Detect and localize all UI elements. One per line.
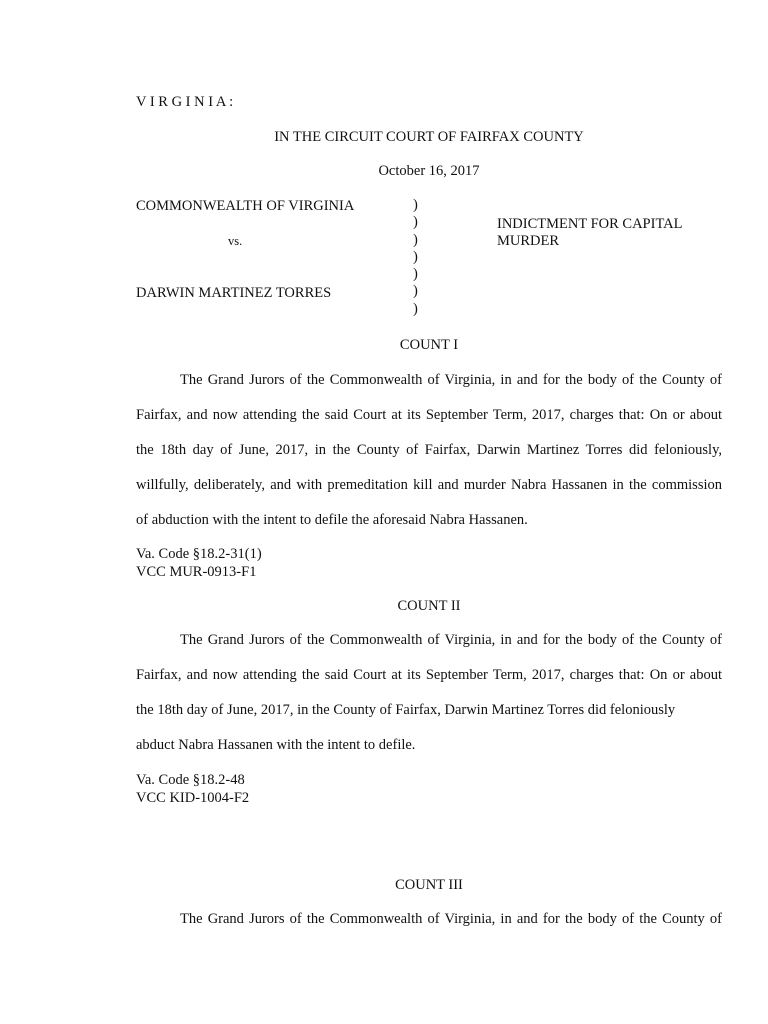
- statute-citation: [136, 545, 262, 581]
- caption-paren: ): [413, 197, 418, 213]
- caption-paren: ): [413, 283, 418, 300]
- count-heading: COUNT II: [397, 598, 461, 614]
- statute-citation: [136, 771, 249, 807]
- plaintiff-name: COMMONWEALTH OF VIRGINIA: [136, 198, 355, 214]
- court-heading: IN THE CIRCUIT COURT OF FAIRFAX COUNTY: [274, 129, 584, 145]
- va-code: Va. Code §18.2-31(1): [136, 546, 262, 562]
- paragraph-line: abduct Nabra Hassanen with the intent to defile.: [136, 737, 416, 753]
- paragraph-line: the 18th day of June, 2017, in the County of Fairfax, Darwin Martinez Torres did feloniously: [136, 702, 676, 718]
- caption-paren: ): [413, 300, 418, 317]
- defendant-name: DARWIN MARTINEZ TORRES: [136, 285, 332, 301]
- versus-label: vs.: [228, 234, 243, 248]
- paragraph-line: the 18th day of June, 2017, in the County of Fairfax, Darwin Martinez Torres did feloniously,: [136, 442, 722, 458]
- count-paragraph: [136, 902, 722, 937]
- indictment-title-line1: INDICTMENT FOR CAPITAL: [497, 216, 683, 232]
- paragraph-line: The Grand Jurors of the Commonwealth of Virginia, in and for the body of the County of: [180, 632, 722, 648]
- paragraph-line: Fairfax, and now attending the said Court at its September Term, 2017, charges that: On or about: [136, 667, 722, 683]
- vcc-code: VCC MUR-0913-F1: [136, 564, 257, 580]
- count-heading: COUNT III: [395, 877, 463, 893]
- va-code: Va. Code §18.2-48: [136, 772, 245, 788]
- count-heading: COUNT I: [399, 337, 459, 353]
- count-paragraph: [136, 623, 722, 763]
- state-heading: V I R G I N I A :: [136, 94, 234, 110]
- paragraph-line: of abduction with the intent to defile the aforesaid Nabra Hassanen.: [136, 512, 528, 528]
- caption-paren: ): [413, 231, 418, 248]
- paragraph-line: Fairfax, and now attending the said Court at its September Term, 2017, charges that: On or about: [136, 407, 722, 423]
- caption-paren: ): [413, 248, 418, 265]
- indictment-title-line2: MURDER: [497, 233, 560, 249]
- caption-parentheses: [413, 197, 418, 318]
- caption-paren: ): [413, 214, 418, 231]
- paragraph-line: The Grand Jurors of the Commonwealth of Virginia, in and for the body of the County of: [180, 372, 722, 388]
- document-date: October 16, 2017: [378, 163, 480, 179]
- caption-paren: ): [413, 266, 418, 283]
- paragraph-line: willfully, deliberately, and with premeditation kill and murder Nabra Hassanen in the commission: [136, 477, 722, 493]
- paragraph-line: The Grand Jurors of the Commonwealth of Virginia, in and for the body of the County of: [180, 911, 722, 927]
- vcc-code: VCC KID-1004-F2: [136, 790, 250, 806]
- count-paragraph: [136, 363, 722, 538]
